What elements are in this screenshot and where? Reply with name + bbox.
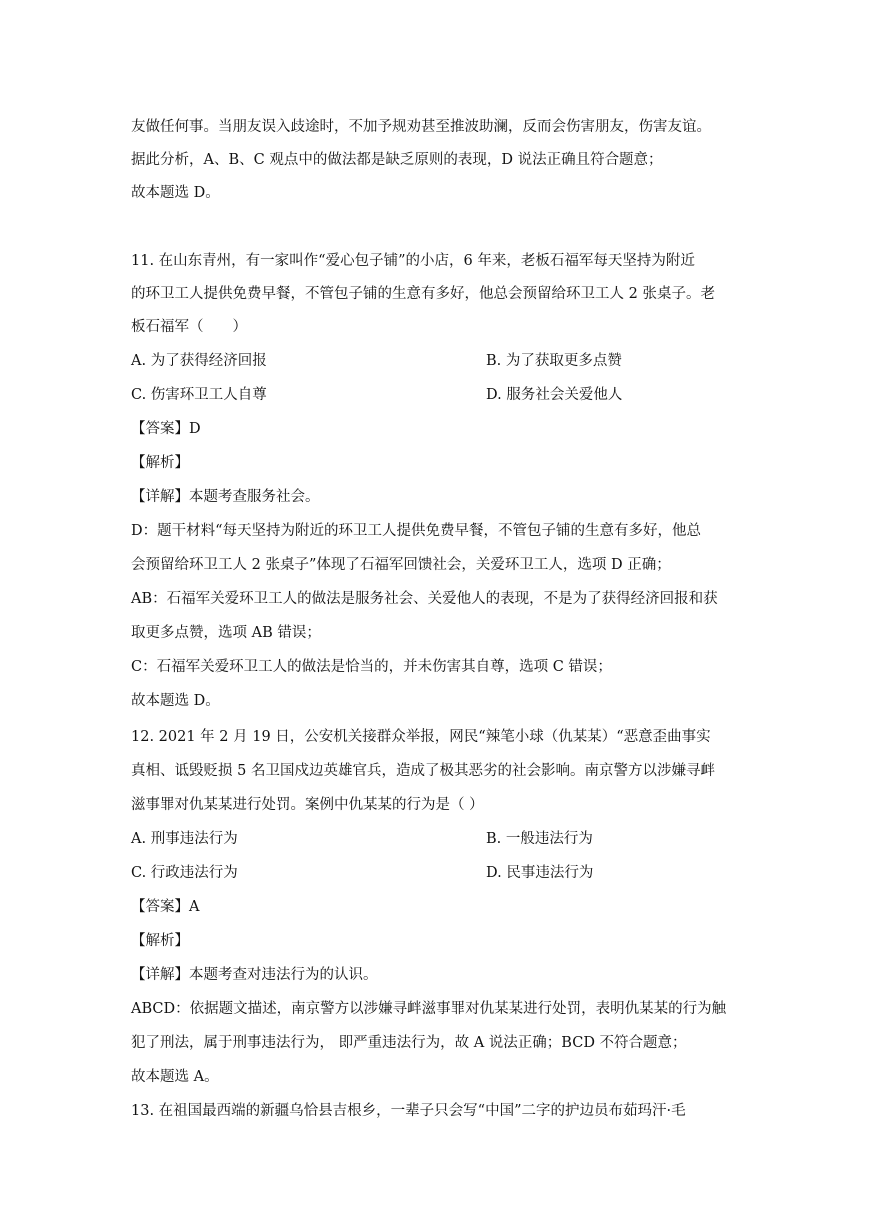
- answer-label: 【答案】D: [131, 421, 201, 437]
- option-b: B. 为了获取更多点赞: [486, 353, 622, 369]
- detail-line: 故本题选 D。: [131, 693, 220, 709]
- option-b: B. 一般违法行为: [486, 831, 593, 847]
- text-line: 据此分析，A、B、C 观点中的做法都是缺乏原则的表现，D 说法正确且符合题意；: [131, 152, 663, 168]
- text-line: 友做任何事。当朋友误入歧途时，不加予规劝甚至推波助澜，反而会伤害朋友，伤害友谊。: [131, 119, 711, 135]
- detail-line: ABCD：依据题文描述，南京警方以涉嫌寻衅滋事罪对仇某某进行处罚，表明仇某某的行为触: [131, 1001, 727, 1017]
- question-11-line: 板石福军（ ）: [131, 319, 247, 335]
- detail-line: 取更多点赞，选项 AB 错误；: [131, 625, 321, 641]
- detail-line: 故本题选 A。: [131, 1069, 219, 1085]
- detail-line: 犯了刑法，属于刑事违法行为， 即严重违法行为，故 A 说法正确；BCD 不符合题意；: [131, 1035, 687, 1051]
- question-11-line: 11. 在山东青州，有一家叫作“爱心包子铺”的小店，6 年来，老板石福军每天坚持为附近: [131, 253, 695, 269]
- detail-line: 会预留给环卫工人 2 张桌子”体现了石福军回馈社会，关爱环卫工人，选项 D 正确；: [131, 557, 671, 573]
- question-11-line: 的环卫工人提供免费早餐，不管包子铺的生意有多好，他总会预留给环卫工人 2 张桌子。老: [131, 286, 715, 302]
- detail-line: 【详解】本题考查服务社会。: [131, 489, 320, 505]
- detail-line: 【详解】本题考查对违法行为的认识。: [131, 967, 378, 983]
- option-a: A. 为了获得经济回报: [131, 353, 267, 369]
- question-12-line: 真相、诋毁贬损 5 名卫国戍边英雄官兵，造成了极其恶劣的社会影响。南京警方以涉嫌寻衅: [131, 763, 715, 779]
- option-d: D. 服务社会关爱他人: [486, 387, 623, 403]
- option-c: C. 行政违法行为: [131, 865, 238, 881]
- analysis-label: 【解析】: [131, 455, 189, 471]
- option-a: A. 刑事违法行为: [131, 831, 238, 847]
- question-13-line: 13. 在祖国最西端的新疆乌恰县吉根乡，一辈子只会写“中国”二字的护边员布茹玛汗·毛: [131, 1103, 686, 1119]
- detail-line: C：石福军关爱环卫工人的做法是恰当的，并未伤害其自尊，选项 C 错误；: [131, 659, 612, 675]
- question-12-line: 滋事罪对仇某某进行处罚。案例中仇某某的行为是（ ）: [131, 797, 484, 813]
- question-12-line: 12. 2021 年 2 月 19 日，公安机关接群众举报，网民“辣笔小球（仇某某）“恶意歪曲事实: [131, 729, 711, 745]
- option-c: C. 伤害环卫工人自尊: [131, 387, 267, 403]
- detail-line: AB：石福军关爱环卫工人的做法是服务社会、关爱他人的表现，不是为了获得经济回报和获: [131, 591, 718, 607]
- detail-line: D：题干材料“每天坚持为附近的环卫工人提供免费早餐，不管包子铺的生意有多好，他总: [131, 523, 702, 539]
- analysis-label: 【解析】: [131, 933, 189, 949]
- answer-label: 【答案】A: [131, 899, 200, 915]
- option-d: D. 民事违法行为: [486, 865, 594, 881]
- text-line: 故本题选 D。: [131, 185, 220, 201]
